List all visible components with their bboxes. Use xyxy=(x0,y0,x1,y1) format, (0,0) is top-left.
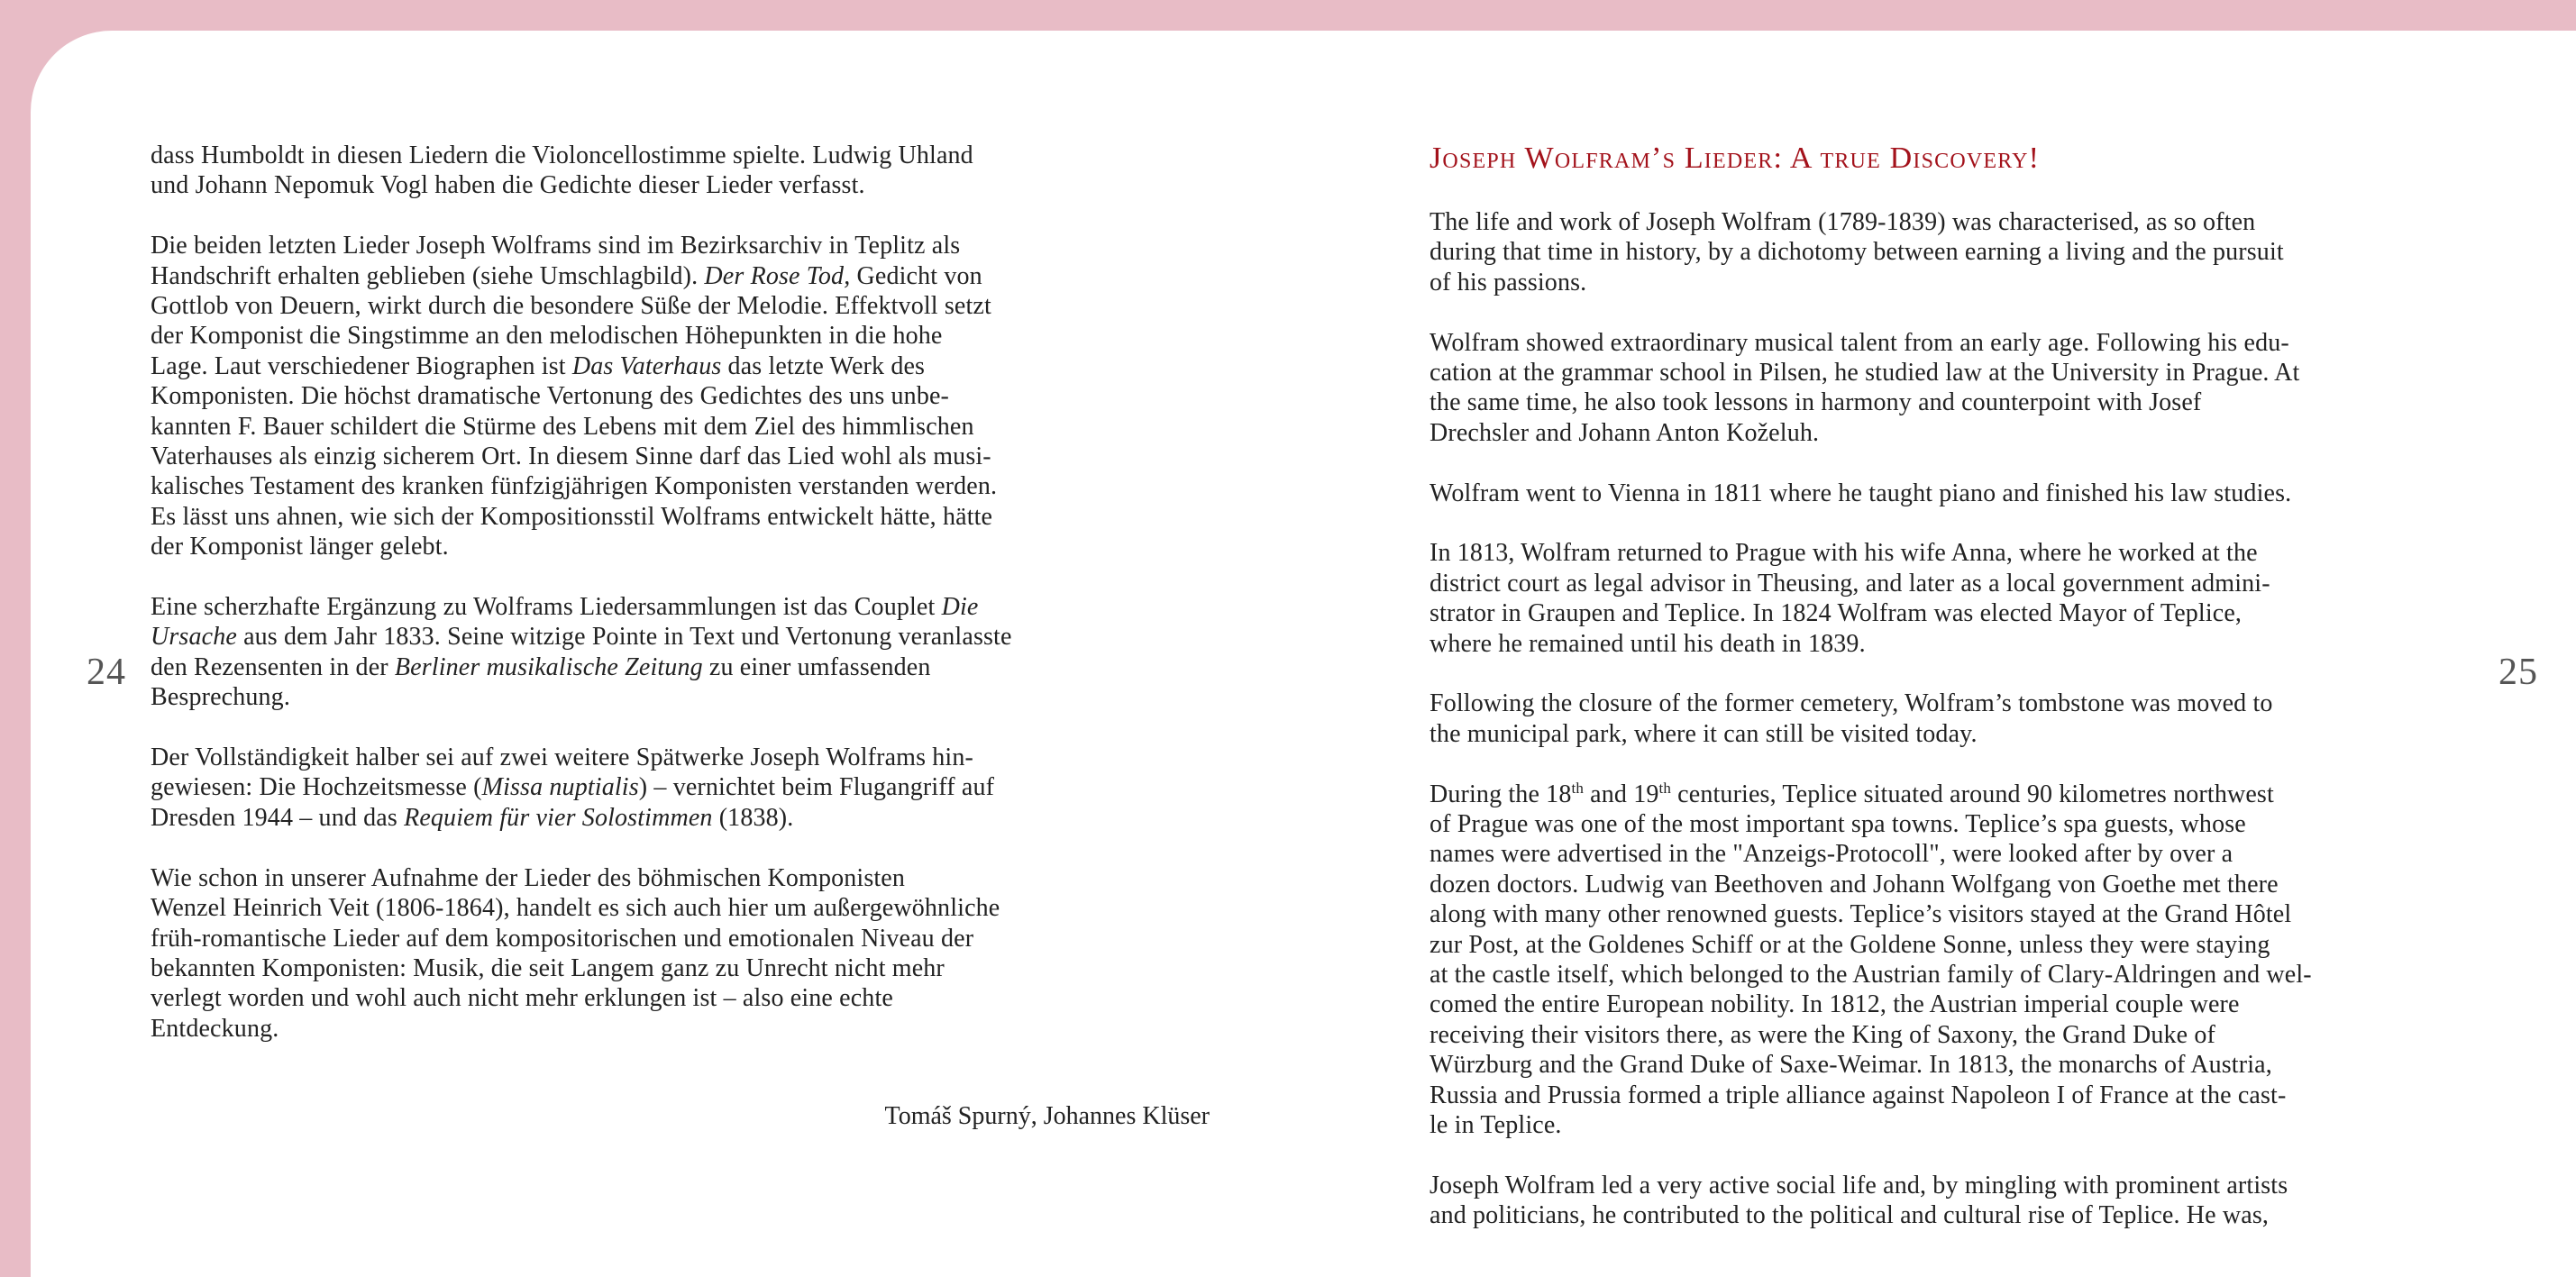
left-paragraph-2: Die beiden letzten Lieder Joseph Wolframs sind im Bezirksarchiv in Teplitz als Handschrift erhalten geblieben (siehe Umschlagbild). Der Rose Tod, Gedicht von Gottlob von Deuern, wirkt durch die besondere Süße der Melodie. Effektvoll setzt der Komponist die Singstimme an den melodischen Höhepunkten in die hohe Lage. Laut verschiedener Biographen ist Das Vaterhaus das letzte Werk des Komponisten. Die höchst dramatische Vertonung des Gedichtes des uns unbe- kannten F. Bauer schildert die Stürme des Lebens mit dem Ziel des himmlischen Vaterhauses als einzig sicherem Ort. In diesem Sinne darf das Lied wohl als musi- kalisches Testament des kranken fünfzigjährigen Komponisten verstanden werden. Es lässt uns ahnen, wie sich der Kompositionsstil Wolframs entwickelt hätte, hätte der Komponist länger gelebt. xyxy=(151,232,998,561)
right-paragraph-5: Following the closure of the former cemetery, Wolfram’s tombstone was moved to the municipal park, where it can still be visited today. xyxy=(1430,689,2273,748)
left-page-column xyxy=(151,141,1214,1074)
left-paragraph-4: Der Vollständigkeit halber sei auf zwei weitere Spätwerke Joseph Wolframs hin- gewiesen: Die Hochzeitsmesse (Missa nuptialis) – vernichtet beim Flugangriff auf Dresden 1944 – und das Requiem für vier Solostimmen (1838). xyxy=(151,743,995,832)
left-paragraph-1: dass Humboldt in diesen Liedern die Violoncellostimme spielte. Ludwig Uhland und Johann Nepomuk Vogl haben die Gedichte dieser Lieder verfasst. xyxy=(151,141,973,200)
booklet-spread xyxy=(31,31,2576,1277)
title-der-rose-tod: Der Rose Tod, xyxy=(704,261,851,290)
title-die-ursache: Die Ursache xyxy=(151,593,979,652)
page-number-left: 24 xyxy=(87,652,126,693)
right-paragraph-1: The life and work of Joseph Wolfram (1789-1839) was characterised, as so often during that time in history, by a dichotomy between earning a living and the pursuit of his passions. xyxy=(1430,208,2284,296)
left-paragraph-5: Wie schon in unserer Aufnahme der Lieder des böhmischen Komponisten Wenzel Heinrich Veit (1806-1864), handelt es sich auch hier um außergewöhnliche früh-romantische Lieder auf dem kompositorischen und emotionalen Niveau der bekannten Komponisten: Musik, die seit Langem ganz zu Unrecht nicht mehr verlegt worden und wohl auch nicht mehr erklungen ist – also eine echte Entdeckung. xyxy=(151,863,1000,1043)
title-missa-nuptialis: Missa nuptialis xyxy=(481,773,639,802)
right-paragraph-2: Wolfram showed extraordinary musical talent from an early age. Following his edu- cation at the grammar school in Pilsen, he studied law at the University in Prague. At the same time, he also took lessons in harmony and counterpoint with Josef Drechsler and Johann Anton Koželuh. xyxy=(1430,328,2300,447)
right-page-column xyxy=(1430,141,2493,1261)
superscript-th: th xyxy=(1658,779,1672,797)
title-requiem: Requiem für vier Solostimmen xyxy=(404,803,713,832)
right-paragraph-3: Wolfram went to Vienna in 1811 where he taught piano and finished his law studies. xyxy=(1430,479,2292,507)
section-heading: Joseph Wolfram’s Lieder: A true Discovery! xyxy=(1430,141,2041,175)
author-signature: Tomáš Spurný, Johannes Klüser xyxy=(884,1102,1210,1130)
right-paragraph-4: In 1813, Wolfram returned to Prague with his wife Anna, where he worked at the district court as legal advisor in Theusing, and later as a local government admini- strator in Graupen and Teplice. In 1824 Wolfram was elected Mayor of Teplice, where he remained until his death in 1839. xyxy=(1430,539,2270,658)
page-number-right: 25 xyxy=(2498,652,2538,693)
superscript-th: th xyxy=(1571,779,1585,797)
title-das-vaterhaus: Das Vaterhaus xyxy=(571,351,722,380)
title-berliner-zeitung: Berliner musikalische Zeitung xyxy=(394,652,703,681)
right-paragraph-6: During the 18th and 19th centuries, Teplice situated around 90 kilometres northwest of Prague was one of the most important spa towns. Teplice’s spa guests, whose names were advertised in the "Anzeigs-Protocoll", were looked after by over a dozen doctors. Ludwig van Beethoven and Johann Wolfgang von Goethe met there along with many other renowned guests. Teplice’s visitors stayed at the Grand Hôtel zur Post, at the Goldenes Schiff or at the Goldene Sonne, unless they were staying at the castle itself, which belonged to the Austrian family of Clary-Aldringen and wel- comed the entire European nobility. In 1812, the Austrian imperial couple were receiving their visitors there, as were the King of Saxony, the Grand Duke of Würzburg and the Grand Duke of Saxe-Weimar. In 1813, the monarchs of Austria, Russia and Prussia formed a triple alliance against Napoleon I of France at the cast- le in Teplice. xyxy=(1430,779,2312,1140)
right-paragraph-7: Joseph Wolfram led a very active social life and, by mingling with prominent artists and politicians, he contributed to the political and cultural rise of Teplice. He was, xyxy=(1430,1171,2288,1230)
left-paragraph-3: Eine scherzhafte Ergänzung zu Wolframs Liedersammlungen ist das Couplet Die Ursache aus dem Jahr 1833. Seine witzige Pointe in Text und Vertonung veranlasste den Rezensenten in der Berliner musikalische Zeitung zu einer umfassenden Besprechung. xyxy=(151,593,1012,712)
